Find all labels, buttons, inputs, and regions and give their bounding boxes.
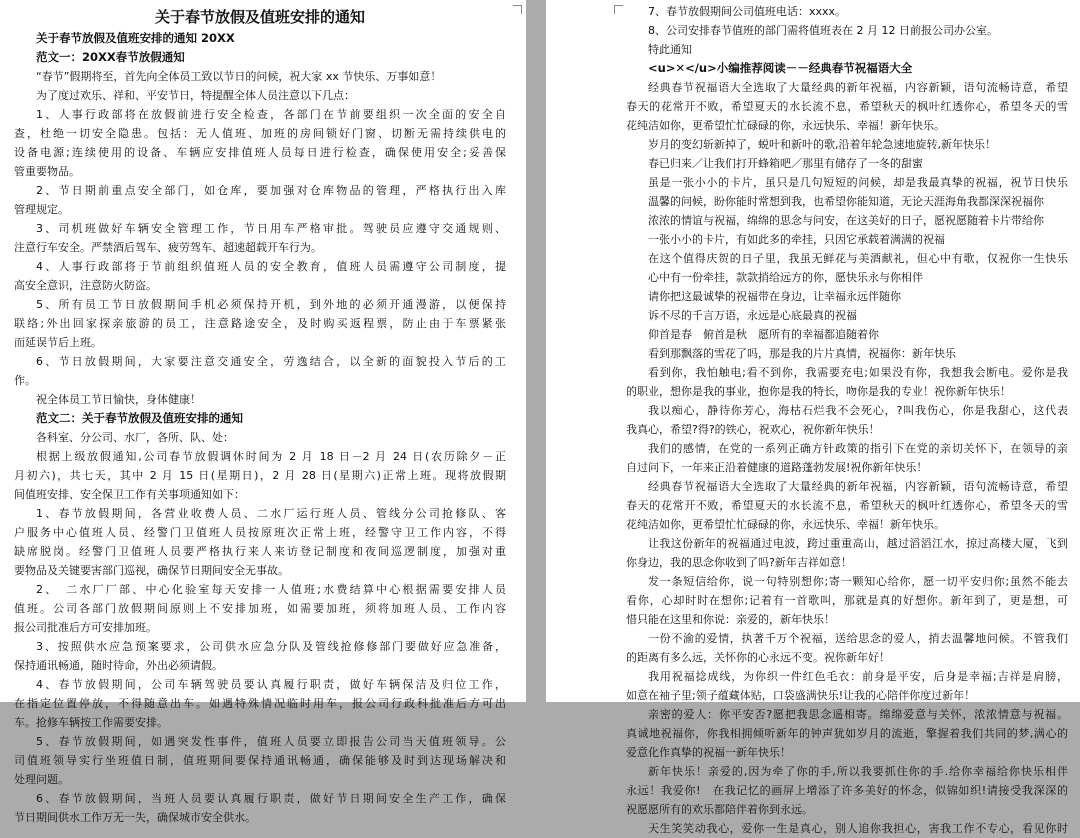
text-line: 1、人事行政部将在放假前进行安全检查，各部门在节前要组织一次全面的安全自: [36, 108, 506, 121]
text-line: 我们的感情，在党的一系列正确方针政策的指引下在党的亲切关怀下，在领导的亲: [648, 442, 1068, 455]
text-line: 注意行车安全。严禁酒后驾车、疲劳驾车、超速超载开车行为。: [14, 241, 322, 254]
text-line: 保持通讯畅通，随时待命，外出必须请假。: [14, 659, 223, 672]
text-line: 设备电源;连续使用的设备、车辆应安排值班人员每日进行检查，确保使用安全;妥善保: [14, 146, 506, 159]
text-line: 浓浓的情谊与祝福，绵绵的思念与问安，在这美好的日子，愿祝愿随着卡片带给你: [648, 214, 1044, 227]
text-line: 缺席脱岗。经警门卫值班人员要严格执行来人来访登记制度和夜间巡逻制度，加强对重: [14, 545, 506, 558]
text-line: 管理规定。: [14, 203, 69, 216]
text-line: 3、司机班做好车辆安全管理工作，节日用车严格审批。驾驶员应遵守交通规则、: [36, 222, 506, 235]
text-line: 查，杜绝一切安全隐患。包括：无人值班、加班的房间锁好门窗、切断无需持续供电的: [14, 127, 506, 140]
text-line: 花纯洁如你，更希望忙忙碌碌的你，永远快乐、幸福！新年快乐。: [626, 518, 945, 531]
text-line: 间值班安排、安全保卫工作有关事项通知如下：: [14, 488, 245, 501]
text-line: 我以痴心，静待你芳心，海枯石烂我不会死心，?叫我伤心，你是我甜心，这代表: [648, 404, 1068, 417]
text-line: 车。抢修车辆按工作需要安排。: [14, 716, 168, 729]
text-line: 联络;外出回家探亲旅游的员工，注意路途安全，及时购买返程票，防止由于车票紧张: [14, 317, 506, 330]
section-heading: 范文二：关于春节放假及值班安排的通知: [36, 411, 243, 425]
text-line: 看你，心却时时在想你;记着有一首歌叫，那就是真的好想你。新年到了，更是想，可: [626, 594, 1068, 607]
text-line: 为了度过欢乐、祥和、平安节日，特提醒全体人员注意以下几点：: [36, 89, 355, 102]
text-line: 6、节日放假期间，大家要注意交通安全，劳逸结合，以全新的面貌投入节后的工: [36, 355, 506, 368]
text-line: 的职业，想你是我的事业，抱你是我的特长，吻你是我的专业！祝你新年快乐！: [626, 385, 1011, 398]
text-line: 处理问题。: [14, 773, 69, 786]
text-line: 你身边，我的思念你收到了吗?新年吉祥如意！: [626, 556, 852, 569]
text-line: 春天的花常开不败，希望夏天的水长流不息，希望秋天的枫叶红透你心，希望冬天的雪: [626, 499, 1068, 512]
text-line: 司值班领导实行坐班值日制，值班期间要保持通讯畅通，确保能够及时到达现场解决和: [14, 754, 506, 767]
text-line: 诉不尽的千言万语，永远是心底最真的祝福: [648, 309, 857, 322]
text-line: 在指定位置停放，不得随意出车。如遇特殊情况临时用车，报公司行政科批准后方可出: [14, 697, 506, 710]
text-line: 而延误节后上班。: [14, 336, 102, 349]
text-line: 看到你，我怕触电;看不到你，我需要充电;如果没有你，我想我会断电。爱你是我: [648, 366, 1068, 379]
section-heading: 关于春节放假及值班安排的通知 20XX: [36, 31, 235, 45]
text-line: 看到那飘落的雪花了吗，那是我的片片真情，祝福你：新年快乐: [648, 347, 956, 360]
page-body: [626, 2, 1068, 838]
text-line: 值班。公司各部门放假期间原则上不安排加班，如需要加班，须将加班人员、工作内容: [14, 602, 506, 615]
text-line: 经典春节祝福语大全选取了大量经典的新年祝福，内容新颖，语句流畅诗意，希望: [648, 480, 1068, 493]
text-line: 春已归来／让我们打开蜂箱吧／那里有储存了一冬的甜蜜: [648, 157, 923, 170]
text-line: 真诚地祝福你，你我相拥倾听新年的钟声犹如岁月的流逝，擎握着我们共同的梦,满心的: [626, 727, 1068, 740]
text-line: 爱意化作真挚的祝福一新年快乐！: [626, 746, 791, 759]
text-line: 一张小小的卡片，有如此多的牵挂，只因它承载着满满的祝福: [648, 233, 945, 246]
text-line: 我真心，希望?得?的铁心，祝欢心，祝你新年快乐！: [626, 423, 880, 436]
text-line: 4、人事行政部将于节前组织值班人员的安全教育，值班人员需遵守公司制度，提: [36, 260, 506, 273]
text-line: 要物品及关键要害部门巡视，确保节日期间安全无事故。: [14, 564, 289, 577]
text-line: 2、 二水厂厂部、中心化验室每天安排一人值班;水费结算中心根据需要安排人员: [36, 583, 506, 596]
text-line: 管重要物品。: [14, 165, 80, 178]
text-line: 心中有一份牵挂，款款捎给远方的你，愿快乐永与你相伴: [648, 271, 923, 284]
document-page-left: [0, 0, 526, 824]
text-line: 惜只能在这里和你说：亲爱的，新年快乐！: [626, 613, 835, 626]
text-line: 让我这份新年的祝福通过电波，跨过重重高山，越过滔滔江水，掠过高楼大厦，飞到: [648, 537, 1068, 550]
text-line: 节日期间供水工作万无一失，确保城市安全供水。: [14, 811, 256, 824]
text-line: 花纯洁如你，更希望忙忙碌碌的你，永远快乐、幸福！新年快乐。: [626, 119, 945, 132]
document-page-right: [546, 0, 1080, 835]
text-line: 仰首是春 俯首是秋 愿所有的幸福都追随着你: [648, 328, 879, 341]
text-line: 祝全体员工节日愉快，身体健康！: [36, 393, 201, 406]
document-title: 关于春节放假及值班安排的通知: [154, 8, 365, 26]
section-heading: <u>✕</u>小编推荐阅读－－经典春节祝福语大全: [648, 61, 913, 75]
text-line: 一份不渝的爱情，执著千万个祝福，送给思念的爱人，捎去温馨地问候。不管我们: [648, 632, 1068, 645]
text-line: 如意在袖子里;领子蕴藏体贴，口袋盛满快乐!让我的心陪伴你度过新年！: [626, 689, 976, 702]
text-line: 发一条短信给你，说一句特别想你;寄一颗知心给你，愿一切平安归你;虽然不能去: [648, 575, 1068, 588]
section-heading: 范文一：20XX春节放假通知: [36, 50, 185, 64]
text-line: 4、春节放假期间，公司车辆驾驶员要认真履行职责，做好车辆保洁及归位工作，: [36, 678, 506, 691]
text-line: 岁月的变幻斩新掉了，蜕叶和新叶的歌,沿着年轮急速地旋转,新年快乐！: [648, 138, 996, 151]
text-line: “春节”假期将至，首先向全体员工致以节日的问候，祝大家 xx 节快乐、万事如意！: [36, 70, 442, 83]
text-line: 温馨的问候，盼你能时常想到我，也希望你能知道，无论天涯海角我都深深祝福你: [648, 195, 1044, 208]
text-line: 2、节日期前重点安全部门，如仓库，要加强对仓库物品的管理，严格执行出入库: [36, 184, 506, 197]
text-line: 各科室、分公司、水厂，各所、队、处：: [36, 431, 234, 444]
page-corner-mark: [513, 5, 522, 14]
text-line: 月初六)，共七天，其中 2 月 15 日(星期日)，2 月 28 日(星期六)正常上班。现将放假期: [14, 469, 506, 482]
text-line: 的距离有多么远，关怀你的心永远不变。祝你新年好！: [626, 651, 890, 664]
text-line: 作。: [14, 374, 36, 387]
text-line: 7、春节放假期间公司值班电话：xxxx。: [648, 5, 847, 18]
text-line: 特此通知: [648, 43, 692, 56]
text-line: 户服务中心值班人员、经警门卫值班人员按原班次正常上班，经警守卫工作内容，不得: [14, 526, 506, 539]
text-line: 我用祝福捻成线，为你织一件红色毛衣：前身是平安，后身是幸福;吉祥是肩膀，: [648, 670, 1068, 683]
text-line: 在这个值得庆贺的日子里，我虽无鲜花与美酒献礼，但心中有歌，仅祝你一生快乐: [648, 252, 1068, 265]
text-line: 新年快乐！亲爱的,因为牵了你的手,所以我要抓住你的手.给你幸福给你快乐相伴: [648, 765, 1068, 778]
text-line: 1、春节放假期间，各营业收费人员、二水厂运行班人员、管线分公司抢修队、客: [36, 507, 506, 520]
text-line: 根据上级放假通知,公司春节放假调休时间为 2 月 18 日－2 月 24 日(农历除夕－正: [36, 450, 506, 463]
text-line: 亲密的爱人：你平安否?愿把我思念遥相寄。绵绵爱意与关怀，浓浓情意与祝福。: [648, 708, 1068, 721]
text-line: 5、春节放假期间，如遇突发性事件，值班人员要立即报告公司当天值班领导。公: [36, 735, 506, 748]
page-corner-mark: [614, 5, 623, 14]
text-line: 祝愿愿所有的欢乐都陪伴着你到永远。: [626, 803, 813, 816]
text-line: 高安全意识，注意防火防盗。: [14, 279, 157, 292]
text-line: 经典春节祝福语大全选取了大量经典的新年祝福，内容新颖，语句流畅诗意，希望: [648, 81, 1068, 94]
text-line: 报公司批准后方可安排加班。: [14, 621, 157, 634]
text-line: 请你把这最诚挚的祝福带在身边，让幸福永远伴随你: [648, 290, 901, 303]
text-line: 虽是一张小小的卡片，虽只是几句短短的问候，却是我最真挚的祝福，祝节日快乐: [648, 176, 1068, 189]
text-line: 8、公司安排春节值班的部门需将值班表在 2 月 12 日前报公司办公室。: [648, 24, 998, 37]
text-line: 自过问下，一年来正沿着健康的道路蓬勃发展!祝你新年快乐！: [626, 461, 928, 474]
text-line: 6、春节放假期间，当班人员要认真履行职责，做好节日期间安全生产工作，确保: [36, 792, 506, 805]
text-line: 春天的花常开不败，希望夏天的水长流不息，希望秋天的枫叶红透你心，希望冬天的雪: [626, 100, 1068, 113]
page-body: [14, 29, 506, 827]
text-line: 5、所有员工节日放假期间手机必须保持开机，到外地的必须开通漫游，以便保持: [36, 298, 506, 311]
text-line: 3、按照供水应急预案要求，公司供水应急分队及管线抢修修部门要做好应急准备，: [36, 640, 506, 653]
text-line: 永远！我爱你! 在我记忆的画屏上增添了许多美好的怀念，似锦如织!请接受我深深的: [626, 784, 1068, 797]
text-line: 天生笑笑动我心，爱你一生是真心，别人追你我担心，害我工作不专心，看见你时: [648, 822, 1068, 835]
